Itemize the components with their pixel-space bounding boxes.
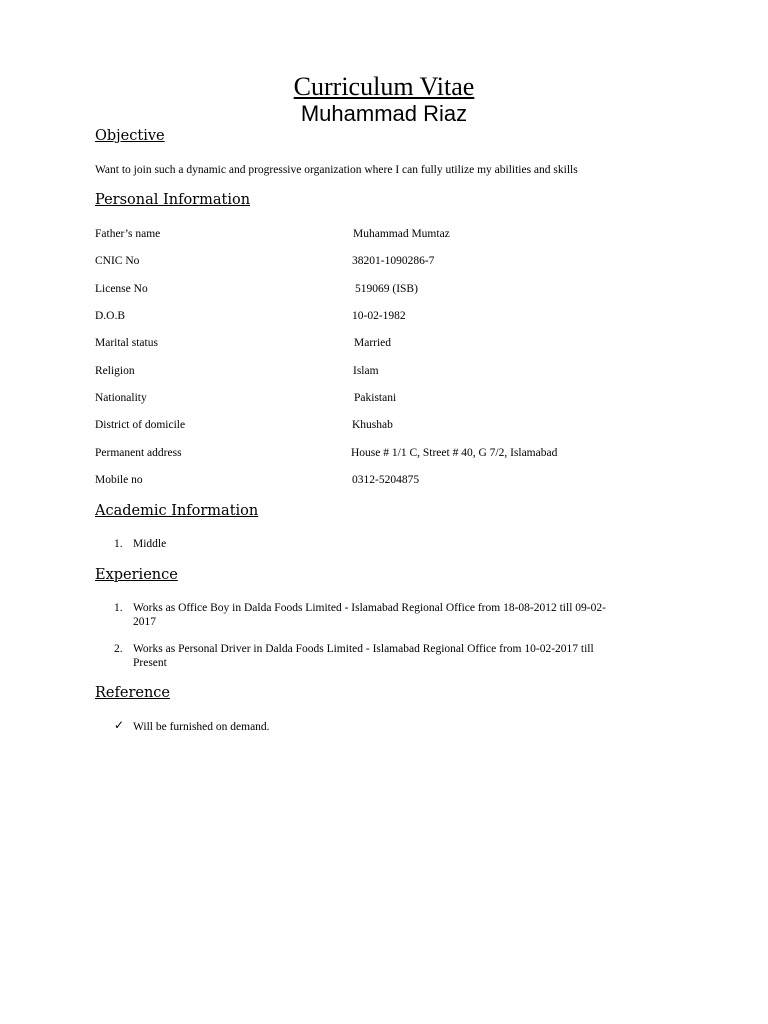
academic-information-heading: Academic Information [95, 503, 259, 519]
dob-label: D.O.B [95, 310, 126, 322]
academic-item: Middle [133, 538, 167, 550]
document-title: Curriculum Vitae [293, 72, 475, 101]
objective-text: Want to join such a dynamic and progressive organization where I can fully utilize my abilities and skills [95, 164, 578, 176]
mobile-label: Mobile no [95, 474, 143, 486]
domicile-label: District of domicile [95, 419, 186, 431]
dob-value: 10-02-1982 [352, 310, 406, 322]
experience-item-2-number: 2. [114, 643, 123, 655]
objective-heading: Objective [95, 128, 165, 144]
checkmark-icon: ✓ [114, 718, 125, 732]
experience-item-1-line-1: Works as Office Boy in Dalda Foods Limited - Islamabad Regional Office from 18-08-2012 till 09-02- [133, 602, 606, 614]
reference-text: Will be furnished on demand. [133, 721, 270, 733]
address-label: Permanent address [95, 447, 182, 459]
religion-label: Religion [95, 365, 135, 377]
reference-heading: Reference [95, 685, 170, 701]
fathers-name-value: Muhammad Mumtaz [353, 228, 450, 240]
experience-item-2-line-1: Works as Personal Driver in Dalda Foods Limited - Islamabad Regional Office from 10-02-2017 till [133, 643, 594, 655]
cnic-label: CNIC No [95, 255, 140, 267]
cnic-value: 38201-1090286-7 [352, 255, 435, 267]
candidate-name: Muhammad Riaz [300, 101, 468, 126]
experience-item-2-line-2: Present [133, 657, 167, 669]
address-value: House # 1/1 C, Street # 40, G 7/2, Islamabad [351, 447, 558, 459]
nationality-value: Pakistani [354, 392, 397, 404]
fathers-name-label: Father’s name [95, 228, 161, 240]
marital-status-value: Married [354, 337, 392, 349]
personal-information-heading: Personal Information [95, 192, 251, 208]
experience-item-1-line-2: 2017 [133, 616, 156, 628]
domicile-value: Khushab [352, 419, 393, 431]
license-label: License No [95, 283, 148, 295]
license-value: 519069 (ISB) [355, 283, 418, 295]
mobile-value: 0312-5204875 [352, 474, 420, 486]
marital-status-label: Marital status [95, 337, 158, 349]
experience-item-1-number: 1. [114, 602, 123, 614]
experience-heading: Experience [95, 567, 178, 583]
nationality-label: Nationality [95, 392, 147, 404]
academic-item-number: 1. [114, 538, 123, 550]
religion-value: Islam [353, 365, 379, 377]
